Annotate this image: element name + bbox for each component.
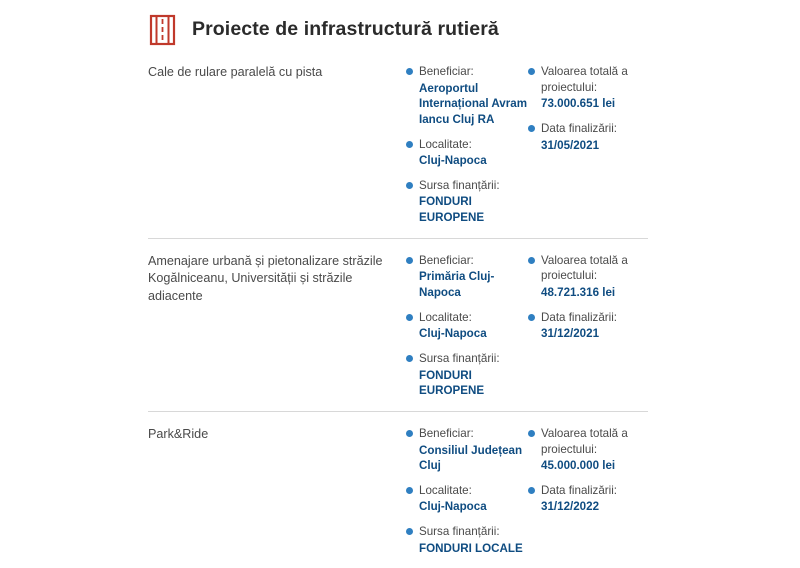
localitate-value: Cluj-Napoca: [419, 327, 487, 341]
project-financials-column: [528, 64, 648, 153]
project-details-column: [406, 64, 528, 226]
bullet-icon: [528, 68, 535, 75]
localitate-field: [406, 483, 528, 515]
bullet-icon: [528, 125, 535, 132]
bullet-icon: [406, 314, 413, 321]
project-title: Park&Ride: [148, 426, 209, 441]
project-financials-column: [528, 253, 648, 342]
data-finalizarii-label: Data finalizării:: [541, 121, 618, 135]
sursa-value: FONDURI LOCALE: [419, 541, 523, 555]
data-finalizarii-label: Data finalizării:: [541, 310, 618, 324]
sursa-field: [406, 351, 528, 399]
project-row: [148, 238, 648, 411]
page-header: [0, 0, 800, 56]
project-row: [148, 56, 648, 238]
road-infrastructure-icon: [148, 14, 178, 46]
valoare-field: [528, 253, 648, 301]
beneficiar-value: Aeroportul Internațional Avram Iancu Cluj RA: [419, 81, 528, 126]
sursa-label: Sursa finanțării:: [419, 525, 500, 539]
bullet-icon: [406, 182, 413, 189]
bullet-icon: [406, 430, 413, 437]
beneficiar-field: [406, 253, 528, 301]
bullet-icon: [528, 257, 535, 264]
bullet-icon: [406, 68, 413, 75]
project-title: Cale de rulare paralelă cu pista: [148, 65, 323, 79]
sursa-field: [406, 178, 528, 226]
localitate-label: Localitate:: [419, 137, 472, 151]
page-title: Proiecte de infrastructură rutieră: [192, 18, 499, 41]
sursa-label: Sursa finanțării:: [419, 351, 500, 365]
project-financials-column: [528, 426, 648, 515]
beneficiar-label: Beneficiar:: [419, 65, 474, 78]
sursa-field: [406, 524, 528, 556]
valoare-value: 45.000.000 lei: [541, 459, 616, 473]
data-finalizarii-value: 31/05/2021: [541, 138, 600, 152]
beneficiar-label: Beneficiar:: [419, 253, 474, 267]
sursa-value: FONDURI EUROPENE: [419, 195, 485, 225]
localitate-label: Localitate:: [419, 310, 472, 324]
valoare-value: 48.721.316 lei: [541, 286, 616, 300]
data-finalizarii-value: 31/12/2021: [541, 327, 600, 341]
beneficiar-field: [406, 426, 528, 474]
valoare-value: 73.000.651 lei: [541, 97, 616, 111]
localitate-field: [406, 137, 528, 169]
valoare-label: Valoarea totală a proiectului:: [541, 426, 628, 456]
projects-list: [0, 56, 800, 568]
data-finalizarii-value: 31/12/2022: [541, 500, 600, 514]
bullet-icon: [528, 314, 535, 321]
valoare-label: Valoarea totală a proiectului:: [541, 253, 628, 283]
beneficiar-value: Primăria Cluj-Napoca: [419, 270, 495, 300]
project-row: [148, 411, 648, 568]
valoare-label: Valoarea totală a proiectului:: [541, 65, 628, 94]
localitate-value: Cluj-Napoca: [419, 500, 487, 514]
data-finalizarii-field: [528, 483, 648, 515]
sursa-value: FONDURI EUROPENE: [419, 368, 485, 398]
data-finalizarii-field: [528, 310, 648, 342]
bullet-icon: [406, 355, 413, 362]
bullet-icon: [406, 528, 413, 535]
bullet-icon: [528, 430, 535, 437]
data-finalizarii-field: [528, 121, 648, 153]
beneficiar-field: [406, 64, 528, 128]
localitate-label: Localitate:: [419, 483, 472, 497]
project-title: Amenajare urbană și pietonalizare străzile Kogălniceanu, Universității și străzile adiacente: [148, 253, 383, 303]
valoare-field: [528, 426, 648, 474]
bullet-icon: [406, 141, 413, 148]
beneficiar-label: Beneficiar:: [419, 426, 474, 440]
localitate-field: [406, 310, 528, 342]
project-details-column: [406, 426, 528, 556]
data-finalizarii-label: Data finalizării:: [541, 483, 618, 497]
sursa-label: Sursa finanțării:: [419, 178, 500, 192]
bullet-icon: [528, 487, 535, 494]
localitate-value: Cluj-Napoca: [419, 154, 487, 168]
bullet-icon: [406, 257, 413, 264]
project-details-column: [406, 253, 528, 399]
bullet-icon: [406, 487, 413, 494]
beneficiar-value: Consiliul Județean Cluj: [419, 443, 523, 473]
valoare-field: [528, 64, 648, 112]
